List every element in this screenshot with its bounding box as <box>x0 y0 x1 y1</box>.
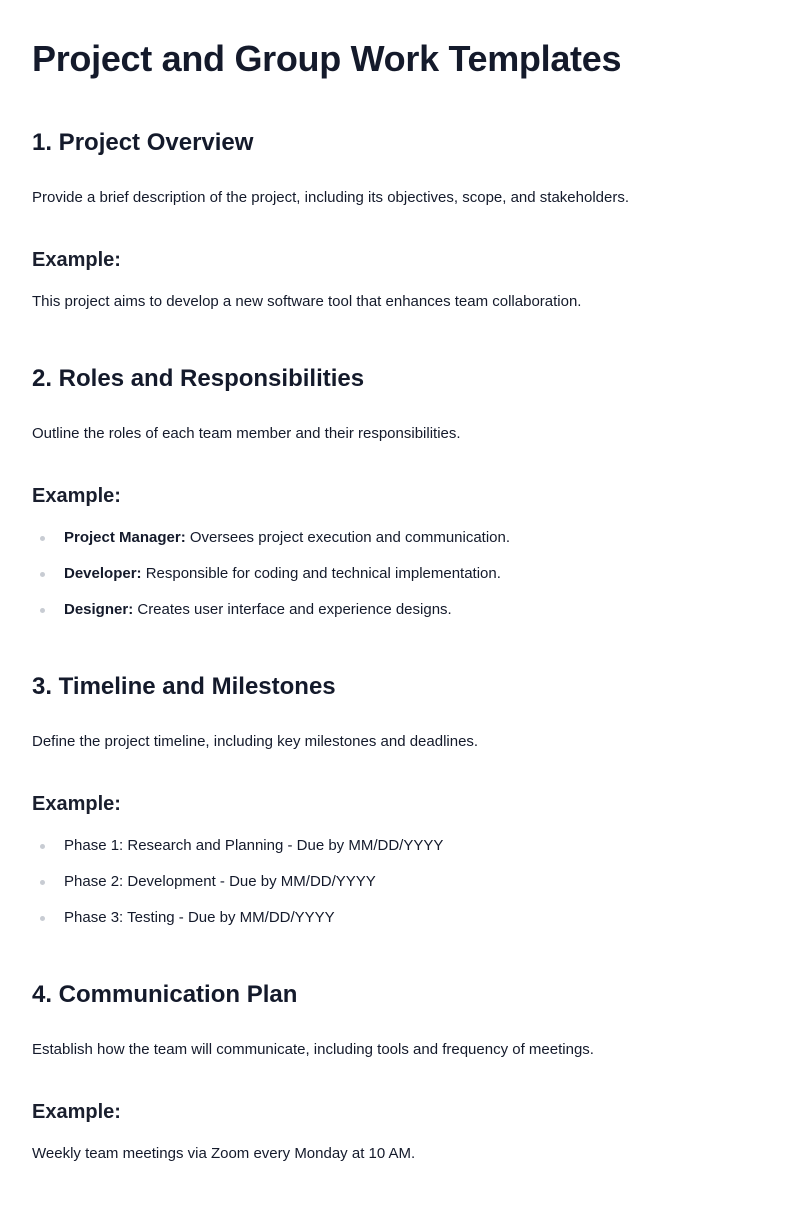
example-heading-roles: Example: <box>32 485 121 507</box>
example-heading-project-overview: Example: <box>32 249 121 271</box>
page-title: Project and Group Work Templates <box>32 38 622 79</box>
section-heading-timeline: 3. Timeline and Milestones <box>32 673 336 700</box>
example-heading-timeline: Example: <box>32 793 121 815</box>
bullet-icon <box>40 844 45 849</box>
section-description-project-overview: Provide a brief description of the project, including its objectives, scope, and stakeholders. <box>32 189 629 206</box>
milestone-text: Phase 1: Research and Planning - Due by MM/DD/YYYY <box>64 837 444 854</box>
section-heading-roles: 2. Roles and Responsibilities <box>32 365 365 392</box>
bullet-icon <box>40 916 45 921</box>
section-description-timeline: Define the project timeline, including key milestones and deadlines. <box>32 733 479 750</box>
bullet-icon <box>40 536 45 541</box>
section-description-communication: Establish how the team will communicate, including tools and frequency of meetings. <box>32 1041 594 1058</box>
role-text: Creates user interface and experience designs. <box>133 601 452 618</box>
milestone-text: Phase 2: Development - Due by MM/DD/YYYY <box>64 873 376 890</box>
example-heading-communication: Example: <box>32 1101 121 1123</box>
example-text-communication: Weekly team meetings via Zoom every Monday at 10 AM. <box>32 1145 416 1162</box>
bullet-icon <box>40 608 45 613</box>
section-heading-communication: 4. Communication Plan <box>32 981 298 1008</box>
role-label: Designer: <box>64 601 134 618</box>
milestone-text: Phase 3: Testing - Due by MM/DD/YYYY <box>64 909 335 926</box>
example-text-project-overview: This project aims to develop a new software tool that enhances team collaboration. <box>32 293 582 310</box>
bullet-icon <box>40 572 45 577</box>
document-page <box>0 16 800 1216</box>
role-label: Developer: <box>64 565 142 582</box>
role-label: Project Manager: <box>64 529 186 546</box>
role-text: Oversees project execution and communication. <box>185 529 511 546</box>
section-description-roles: Outline the roles of each team member and their responsibilities. <box>32 425 461 442</box>
role-text: Responsible for coding and technical implementation. <box>141 565 501 582</box>
section-heading-project-overview: 1. Project Overview <box>32 129 254 156</box>
bullet-icon <box>40 880 45 885</box>
